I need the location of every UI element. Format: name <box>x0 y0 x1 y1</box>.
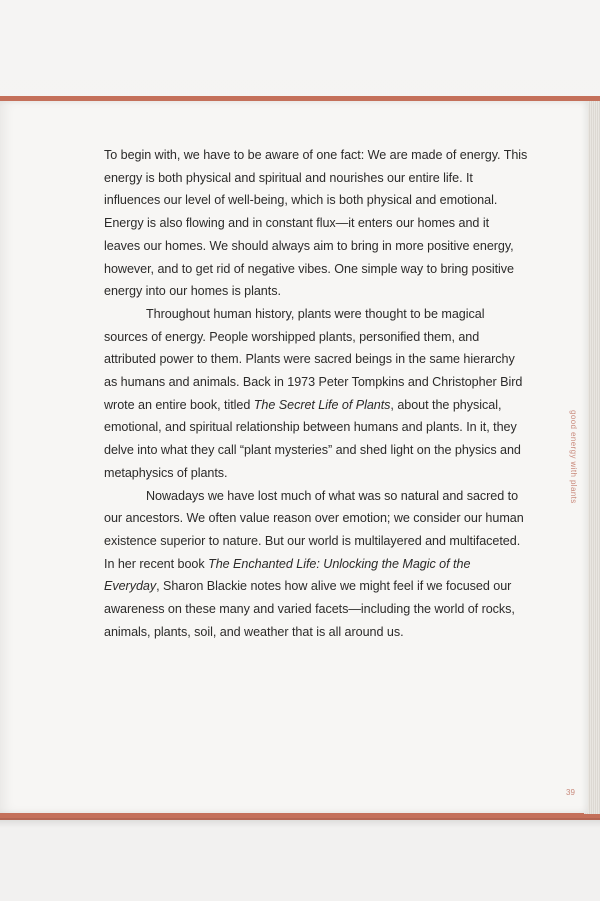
paragraph-3: Nowadays we have lost much of what was so natural and sacred to our ancestors. We often value reason over emotion; we consider our human existence superior to nature. But our world is multilayered and multifaceted. In her recent book The Enchanted Life: Unlocking the Magic of the Everyday, Sharon Blackie notes how alive we might feel if we focused our awareness on these many and varied facets—including the world of rocks, animals, plants, soil, and weather that is all around us. <box>104 488 524 639</box>
book-shadow <box>0 818 600 828</box>
book-title-secret-life: The Secret Life of Plants <box>253 397 391 412</box>
running-head: good energy with plants <box>569 410 578 504</box>
paragraph-1: To begin with, we have to be aware of one fact: We are made of energy. This energy is both physical and spiritual and nourishes our entire life. It influences our level of well-being, which is both physical and emotional. Energy is also flowing and in constant flux—it enters our homes and it leaves our homes. We should always aim to bring in more positive energy, however, and to get rid of negative vibes. One simple way to bring positive energy into our homes is plants. <box>104 148 528 299</box>
body-text <box>104 144 528 643</box>
paragraph-2: Throughout human history, plants were thought to be magical sources of energy. People worshipped plants, personified them, and attributed power to them. Plants were sacred beings in the same hierarchy as humans and animals. Back in 1973 Peter Tompkins and Christopher Bird wrote an entire book, titled The Secret Life of Plants, about the physical, emotional, and spiritual relationship between humans and plants. In it, they delve into what they call “plant mysteries” and shed light on the physics and metaphysics of plants. <box>104 306 523 480</box>
page-number: 39 <box>566 788 575 797</box>
book-title-enchanted-life: The Enchanted Life: Unlocking the Magic of the Everyday <box>104 556 471 594</box>
